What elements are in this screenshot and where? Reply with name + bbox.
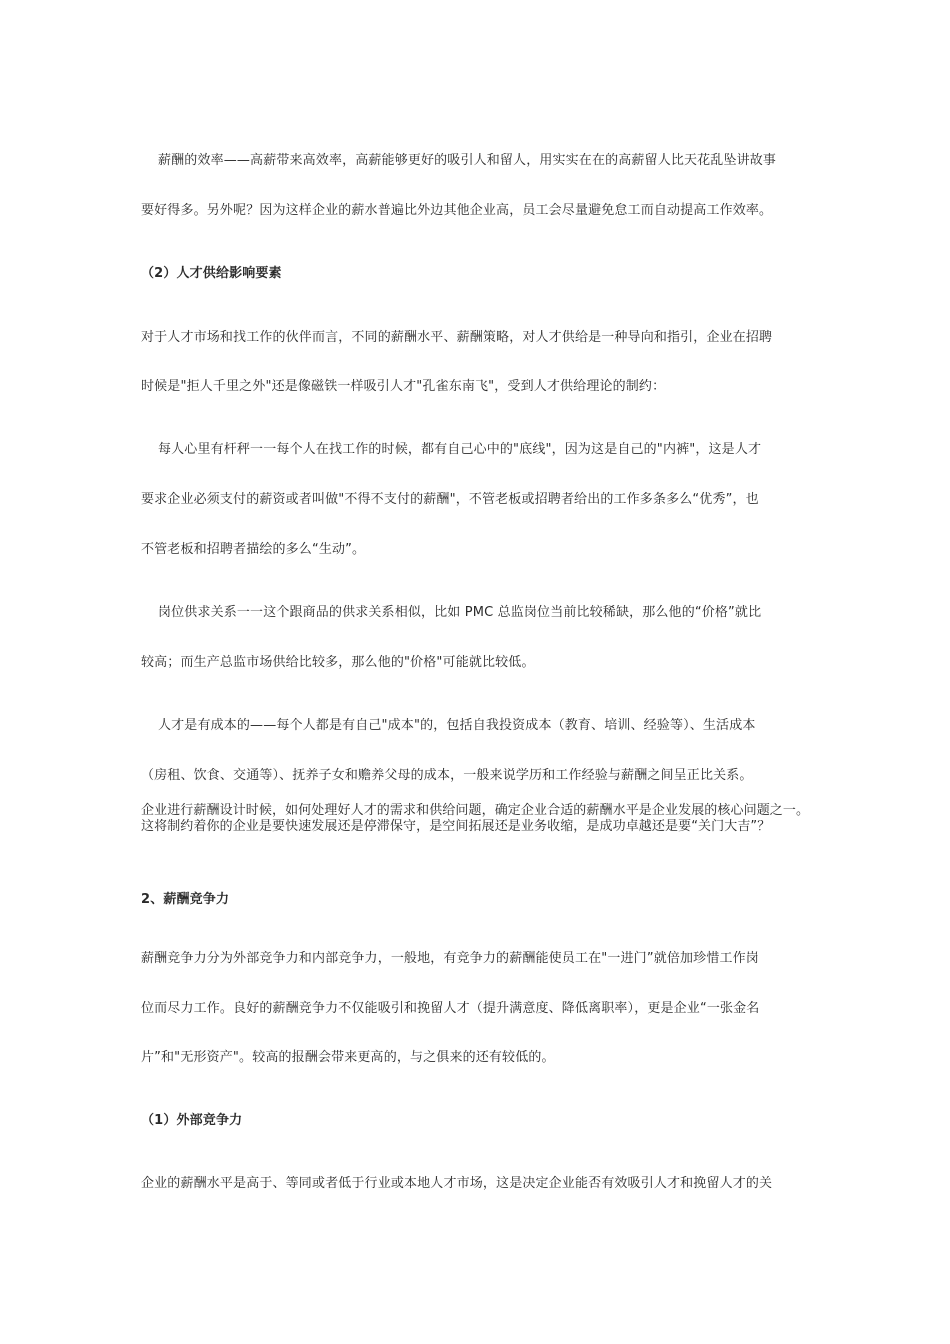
paragraph-talent-cost-line-2: （房租、饮食、交通等）、抚养子女和赡养父母的成本，一般来说学历和工作经验与薪酬之间呈正比关系。 — [141, 768, 753, 783]
paragraph-salary-design: 企业进行薪酬设计时候，如何处理好人才的需求和供给问题，确定企业合适的薪酬水平是企业发展的核心问题之一。这将制约着你的企业是要快速发展还是停滞保守，是空间拓展还是业务收缩，是成功卓越还是要“关门大吉”？ — [141, 803, 810, 834]
paragraph-competitiveness-line-1: 薪酬竞争力分为外部竞争力和内部竞争力，一般地，有竞争力的薪酬能使员工在"一进门”就倍加珍惜工作岗 — [141, 951, 759, 966]
paragraph-supply-demand-line-1: 岗位供求关系一一这个跟商品的供求关系相似，比如 PMC 总监岗位当前比较稀缺，那么他的“价格”就比 — [158, 605, 762, 620]
paragraph-external-line-1: 企业的薪酬水平是高于、等同或者低于行业或本地人才市场，这是决定企业能否有效吸引人才和挽留人才的关 — [141, 1176, 773, 1191]
paragraph-competitiveness-line-3: 片”和"无形资产"。较高的报酬会带来更高的，与之俱来的还有较低的。 — [141, 1050, 555, 1065]
paragraph-talent-market-line-2: 时候是"拒人千里之外"还是像磁铁一样吸引人才"孔雀东南飞"，受到人才供给理论的制约： — [141, 379, 666, 394]
paragraph-competitiveness-line-2: 位而尽力工作。良好的薪酬竞争力不仅能吸引和挽留人才（提升满意度、降低离职率），更是企业“一张金名 — [141, 1001, 760, 1016]
paragraph-salary-efficiency-line-1: 薪酬的效率——高薪带来高效率，高薪能够更好的吸引人和留人，用实实在在的高薪留人比天花乱坠讲故事 — [158, 153, 777, 168]
paragraph-bottom-line-line-2: 要求企业必须支付的薪资或者叫做"不得不支付的薪酬"，不管老板或招聘者给出的工作多条多么“优秀”，也 — [141, 492, 759, 507]
paragraph-talent-market-line-1: 对于人才市场和找工作的伙伴而言，不同的薪酬水平、薪酬策略，对人才供给是一种导向和指引，企业在招聘 — [141, 330, 773, 345]
heading-salary-competitiveness: 2、薪酬竞争力 — [141, 892, 230, 907]
heading-talent-supply: （2）人才供给影响要素 — [141, 266, 282, 281]
paragraph-bottom-line-line-1: 每人心里有杆秤一一每个人在找工作的时候，都有自己心中的"底线"，因为这是自己的"内裤"，这是人才 — [158, 442, 762, 457]
paragraph-salary-efficiency-line-2: 要好得多。另外呢？因为这样企业的薪水普遍比外边其他企业高，员工会尽量避免怠工而自动提高工作效率。 — [141, 203, 773, 218]
paragraph-bottom-line-line-3: 不管老板和招聘者描绘的多么“生动”。 — [141, 542, 366, 557]
heading-external-competitiveness: （1）外部竞争力 — [141, 1113, 243, 1128]
paragraph-talent-cost-line-1: 人才是有成本的——每个人都是有自己"成本"的，包括自我投资成本（教育、培训、经验等）、生活成本 — [158, 718, 756, 733]
paragraph-supply-demand-line-2: 较高；而生产总监市场供给比较多，那么他的"价格"可能就比较低。 — [141, 655, 535, 670]
